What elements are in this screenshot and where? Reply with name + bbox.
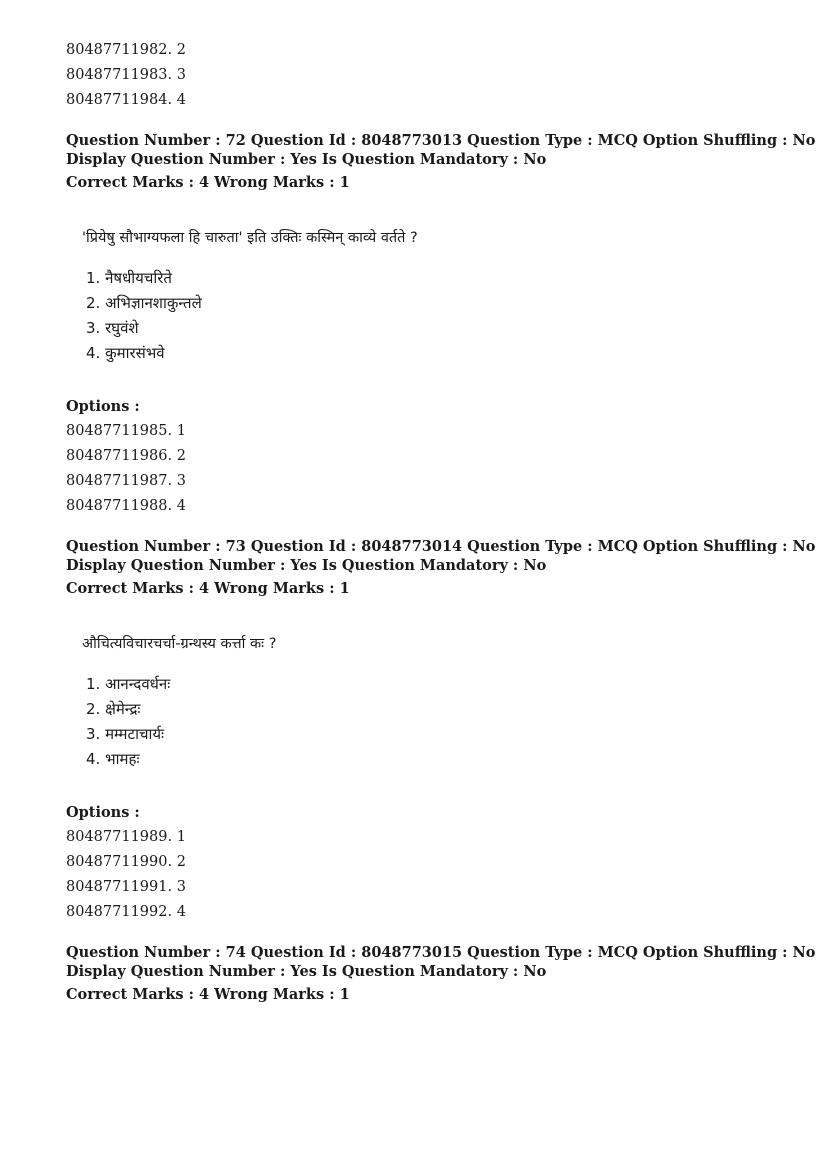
question-meta-73 — [66, 537, 816, 602]
option-line: 80487711991. 3 — [66, 879, 186, 895]
options-label: Options : — [66, 804, 140, 821]
option-line: 80487711992. 4 — [66, 904, 186, 920]
question-choices-73 — [86, 672, 766, 772]
option-line: 80487711985. 1 — [66, 423, 186, 439]
question-meta-74 — [66, 943, 816, 1008]
question-meta-line: Question Number : 73 Question Id : 8048773014 Question Type : MCQ Option Shuffling : No — [66, 538, 816, 555]
previous-question-options — [66, 38, 766, 113]
option-line: 80487711986. 2 — [66, 448, 186, 464]
option-line: 80487711984. 4 — [66, 92, 186, 108]
choice-item: 3. मम्मटाचार्यः — [86, 725, 165, 743]
choice-item: 1. आनन्दवर्धनः — [86, 675, 171, 693]
choice-item: 1. नैषधीयचरिते — [86, 269, 172, 287]
option-line: 80487711987. 3 — [66, 473, 186, 489]
choice-item: 4. भामहः — [86, 750, 140, 768]
option-line: 80487711990. 2 — [66, 854, 186, 870]
question-meta-line: Display Question Number : Yes Is Question Mandatory : No — [66, 963, 547, 980]
options-list-72 — [66, 419, 766, 519]
question-meta-line: Correct Marks : 4 Wrong Marks : 1 — [66, 986, 350, 1003]
question-meta-line: Question Number : 74 Question Id : 8048773015 Question Type : MCQ Option Shuffling : No — [66, 944, 816, 961]
option-line: 80487711983. 3 — [66, 67, 186, 83]
document-page — [66, 38, 816, 1008]
question-meta-line: Display Question Number : Yes Is Question Mandatory : No — [66, 151, 547, 168]
choice-item: 4. कुमारसंभवे — [86, 344, 165, 362]
question-meta-line: Display Question Number : Yes Is Question Mandatory : No — [66, 557, 547, 574]
question-meta-line: Question Number : 72 Question Id : 8048773013 Question Type : MCQ Option Shuffling : No — [66, 132, 816, 149]
option-line: 80487711989. 1 — [66, 829, 186, 845]
question-choices-72 — [86, 266, 766, 366]
option-line: 80487711988. 4 — [66, 498, 186, 514]
choice-item: 3. रघुवंशे — [86, 319, 139, 337]
question-meta-line: Correct Marks : 4 Wrong Marks : 1 — [66, 580, 350, 597]
choice-item: 2. अभिज्ञानशाकुन्तले — [86, 294, 202, 312]
options-label: Options : — [66, 398, 140, 415]
question-text-72: 'प्रियेषु सौभाग्यफला हि चारुता' इति उक्तिः कस्मिन् काव्ये वर्तते ? — [82, 230, 418, 246]
question-meta-line: Correct Marks : 4 Wrong Marks : 1 — [66, 174, 350, 191]
question-meta-72 — [66, 131, 816, 196]
question-text-73: औचित्यविचारचर्चा-ग्रन्थस्य कर्त्ता कः ? — [82, 636, 277, 652]
choice-item: 2. क्षेमेन्द्रः — [86, 700, 141, 718]
option-line: 80487711982. 2 — [66, 42, 186, 58]
options-list-73 — [66, 825, 766, 925]
